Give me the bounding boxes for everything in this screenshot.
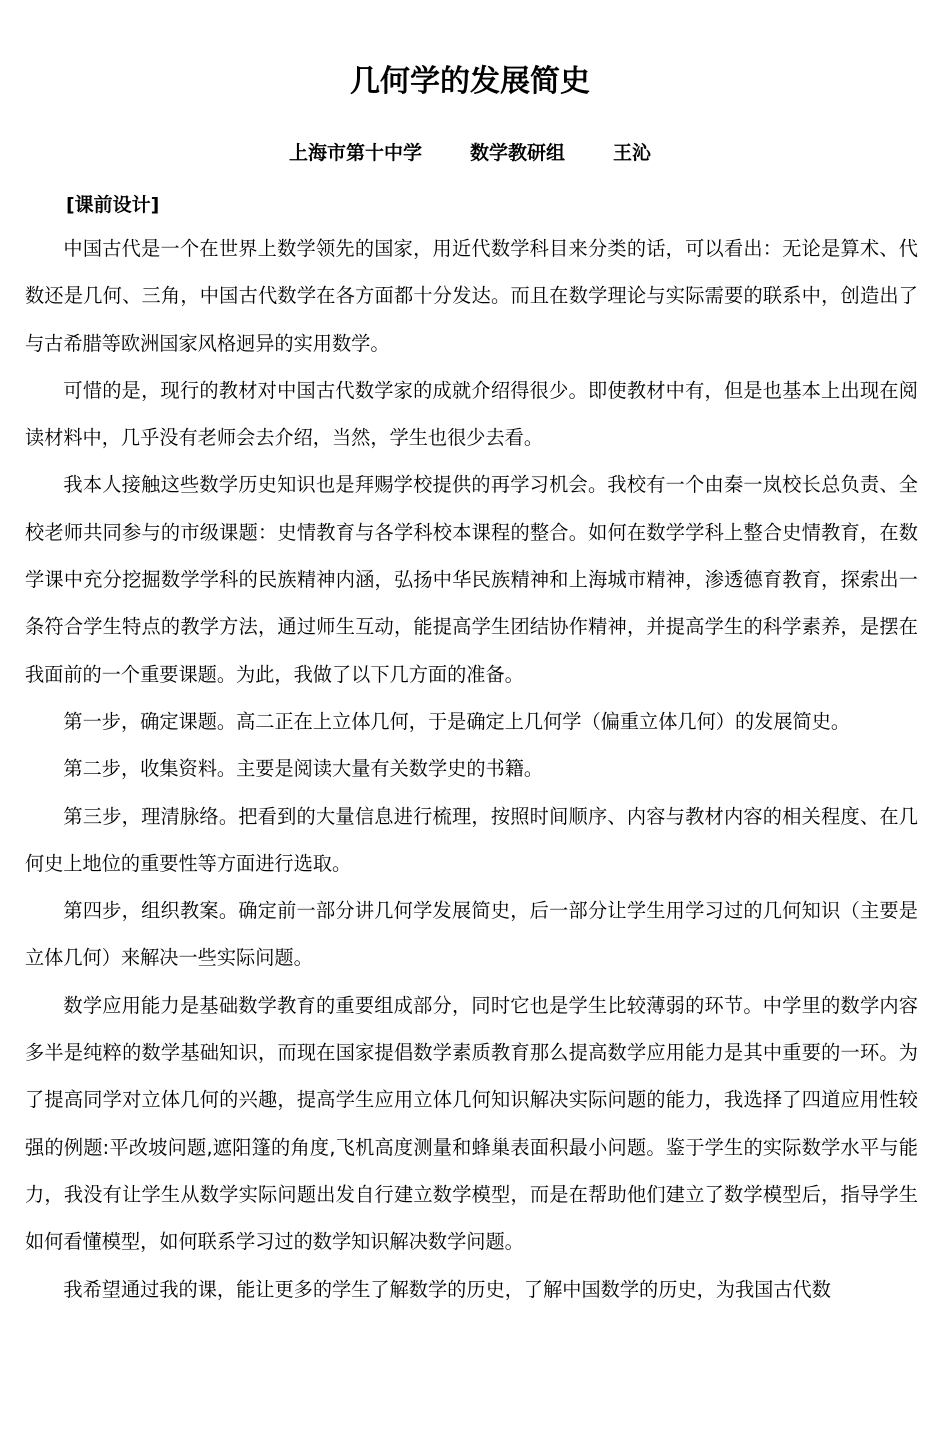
byline-group: 数学教研组 [469, 142, 565, 164]
paragraph: 我本人接触这些数学历史知识也是拜赐学校提供的再学习机会。我校有一个由秦一岚校长总负责、全校老师共同参与的市级课题：史情教育与各学科校本课程的整合。如何在数学学科上整合史情教育，在数学课中充分挖掘数学学科的民族精神内涵，弘扬中华民族精神和上海城市精神，渗透德育教育，探索出一条符合学生特点的教学方法，通过师生互动，能提高学生团结协作精神，并提高学生的科学素养，是摆在我面前的一个重要课题。为此，我做了以下几方面的准备。 [25, 473, 918, 686]
paragraph: 第四步，组织教案。确定前一部分讲几何学发展简史，后一部分让学生用学习过的几何知识（主要是立体几何）来解决一些实际问题。 [25, 899, 918, 970]
document-title: 几何学的发展简史 [350, 64, 590, 99]
paragraph: 数学应用能力是基础数学教育的重要组成部分，同时它也是学生比较薄弱的环节。中学里的数学内容多半是纯粹的数学基础知识，而现在国家提倡数学素质教育那么提高数学应用能力是其中重要的一环。为了提高同学对立体几何的兴趣，提高学生应用立体几何知识解决实际问题的能力，我选择了四道应用性较强的例题:平改坡问题,遮阳篷的角度,飞机高度测量和蜂巢表面积最小问题。鉴于学生的实际数学水平与能力，我没有让学生从数学实际问题出发自行建立数学模型，而是在帮助他们建立了数学模型后，指导学生如何看懂模型，如何联系学习过的数学知识解决数学问题。 [25, 993, 918, 1254]
paragraph: 可惜的是，现行的教材对中国古代数学家的成就介绍得很少。即使教材中有，但是也基本上出现在阅读材料中，几乎没有老师会去介绍，当然，学生也很少去看。 [25, 378, 918, 450]
paragraph: 第三步，理清脉络。把看到的大量信息进行梳理，按照时间顺序、内容与教材内容的相关程度、在几何史上地位的重要性等方面进行选取。 [25, 804, 918, 875]
paragraph: 我希望通过我的课，能让更多的学生了解数学的历史，了解中国数学的历史，为我国古代数 [63, 1277, 831, 1301]
byline-school: 上海市第十中学 [288, 142, 422, 164]
paragraph: 第一步，确定课题。高二正在上立体几何，于是确定上几何学（偏重立体几何）的发展简史。 [63, 709, 851, 733]
byline-author: 王沁 [613, 142, 652, 164]
byline [0, 138, 940, 168]
section-label: [课前设计] [66, 194, 160, 216]
document-body [25, 225, 918, 1313]
paragraph: 中国古代是一个在世界上数学领先的国家，用近代数学科目来分类的话，可以看出：无论是算术、代数还是几何、三角，中国古代数学在各方面都十分发达。而且在数学理论与实际需要的联系中，创造出了与古希腊等欧洲国家风格迥异的实用数学。 [25, 237, 918, 355]
paragraph: 第二步，收集资料。主要是阅读大量有关数学史的书籍。 [63, 757, 544, 781]
